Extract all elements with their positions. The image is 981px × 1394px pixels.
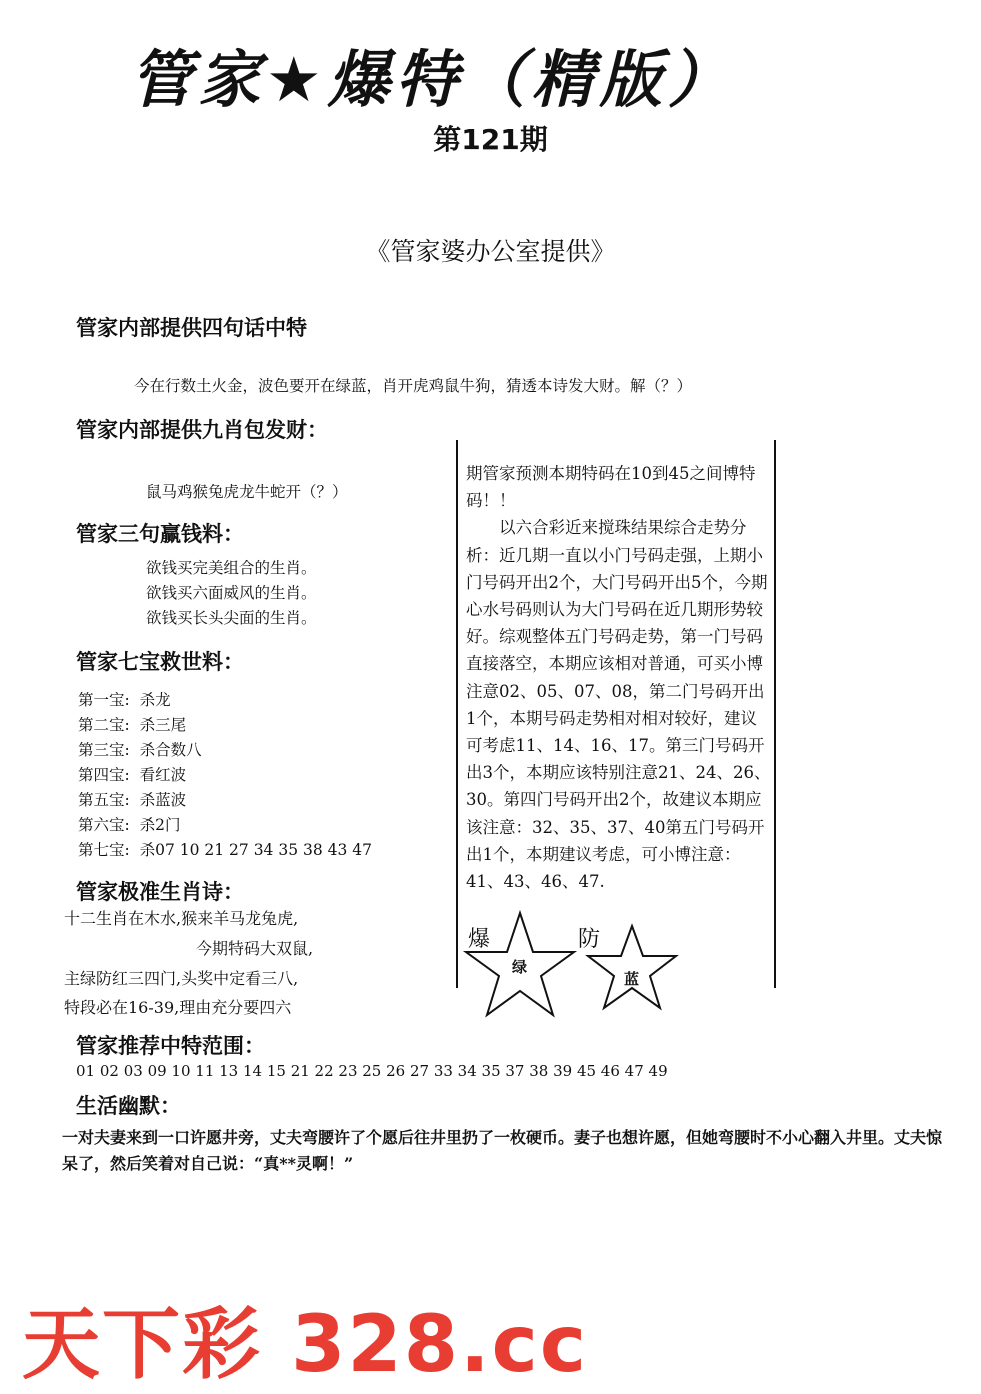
- star-caption-right: 防: [578, 927, 601, 952]
- zodiac-poem-line: 特段必在16-39,理由充分要四六: [64, 998, 292, 1017]
- zodiac-poem-line: 今期特码大双鼠,: [196, 939, 314, 958]
- seven-treasures-list: [78, 688, 372, 863]
- list-item: 第四宝: 看红波: [78, 766, 187, 784]
- humor-text: 一对夫妻来到一口许愿井旁，丈夫弯腰许了个愿后往井里扔了一枚硬币。妻子也想许愿，但她弯腰时不小心翻入井里。丈夫惊呆了，然后笑着对自己说：“真**灵啊！”: [62, 1128, 943, 1173]
- page-title: 管家★爆特（精版）: [130, 43, 736, 116]
- analysis-panel: [466, 460, 771, 895]
- list-item: 第六宝: 杀2门: [78, 816, 181, 834]
- list-item: 第七宝: 杀07 10 21 27 34 35 38 43 47: [78, 841, 373, 859]
- provider-line: 《管家婆办公室提供》: [365, 237, 616, 266]
- footer-watermark: 天下彩 328.cc: [22, 1300, 589, 1390]
- three-lines-list: [146, 556, 317, 631]
- section-heading-nine-zodiac: 管家内部提供九肖包发财：: [76, 418, 328, 442]
- section-heading-zodiac-poem: 管家极准生肖诗：: [76, 880, 244, 904]
- right-divider: [774, 440, 776, 988]
- left-divider: [456, 440, 458, 988]
- analysis-body: 以六合彩近来搅珠结果综合走势分析：近几期一直以小门号码走强，上期小门号码开出2个，大门号码开出5个，今期心水号码则认为大门号码在近几期形势较好。综观整体五门号码走势，第一门号码直接落空，本期应该相对普通，可买小博注意02、05、07、08，第二门号码开出1个，本期号码走势相对相对较好，建议可考虑11、14、16、17。第三门号码开出3个，本期应该特别注意21、24、26、30。第四门号码开出2个，故建议本期应该注意：32、35、37、40第五门号码开出1个，本期建议考虑，可小博注意：41、43、46、47.: [466, 518, 771, 892]
- zodiac-poem-line: 十二生肖在木水,猴来羊马龙兔虎,: [64, 909, 299, 928]
- list-item: 第一宝: 杀龙: [78, 691, 171, 709]
- star-icons: [460, 910, 700, 1020]
- section-heading-seven-treasures: 管家七宝救世料：: [76, 650, 244, 674]
- zodiac-poem-line: 主绿防红三四门,头奖中定看三八,: [64, 969, 299, 988]
- section-heading-humor: 生活幽默：: [76, 1094, 181, 1118]
- range-numbers: 01 02 03 09 10 11 13 14 15 21 22 23 25 26 27 33 34 35 37 38 39 45 46 47 49: [76, 1062, 668, 1080]
- list-item: 第五宝: 杀蓝波: [78, 791, 187, 809]
- star-icon-right: [588, 926, 676, 1008]
- four-lines-poem: 今在行数土火金，波色要开在绿蓝，肖开虎鸡鼠牛狗，猜透本诗发大财。解（？）: [134, 377, 693, 395]
- issue-number: 第121期: [433, 123, 548, 156]
- section-heading-four-lines: 管家内部提供四句话中特: [76, 316, 307, 340]
- nine-zodiac-text: 鼠马鸡猴兔虎龙牛蛇开（？）: [146, 483, 348, 501]
- analysis-intro: 期管家预测本期特码在10到45之间博特码！！: [466, 464, 756, 511]
- section-heading-range: 管家推荐中特范围：: [76, 1034, 265, 1058]
- star-label-blue: 蓝: [624, 970, 640, 988]
- list-item: 第三宝: 杀合数八: [78, 741, 202, 759]
- star-label-green: 绿: [512, 958, 528, 976]
- star-caption-left: 爆: [468, 927, 491, 952]
- list-item: 欲钱买长头尖面的生肖。: [146, 609, 317, 627]
- list-item: 第二宝: 杀三尾: [78, 716, 187, 734]
- section-heading-three-lines: 管家三句赢钱料：: [76, 522, 244, 546]
- list-item: 欲钱买完美组合的生肖。: [146, 559, 317, 577]
- list-item: 欲钱买六面威风的生肖。: [146, 584, 317, 602]
